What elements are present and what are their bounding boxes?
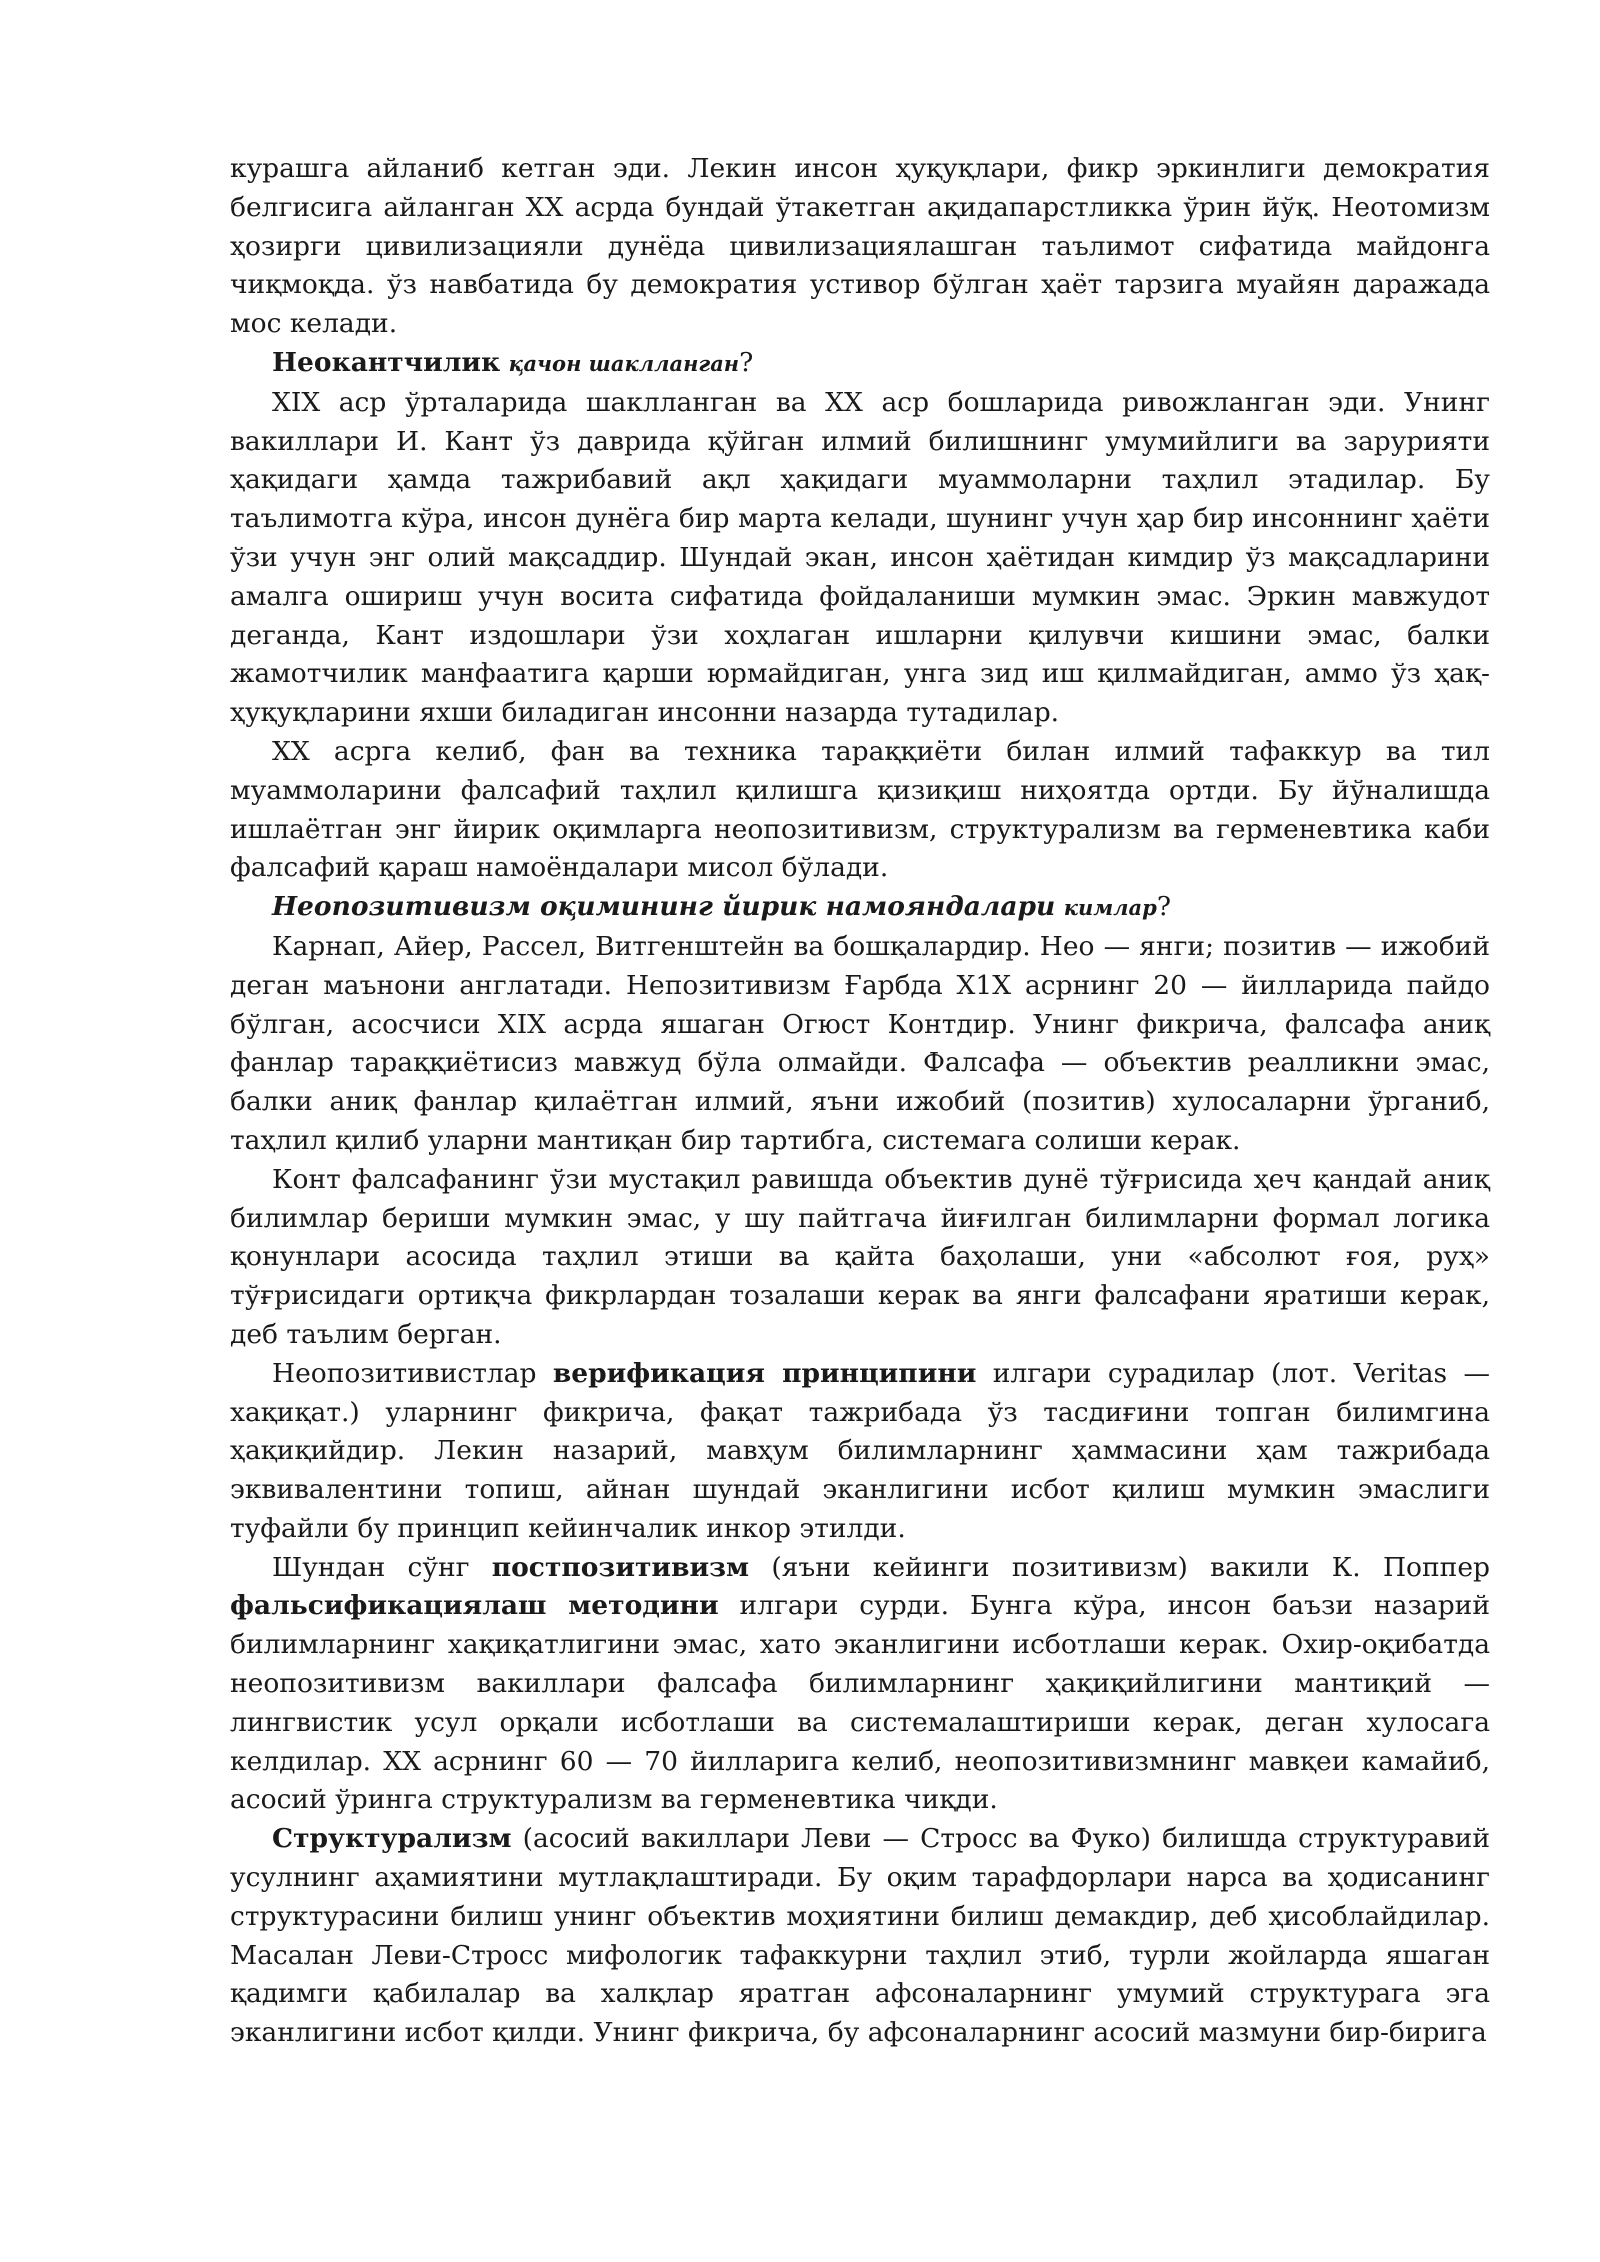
bold-term: фальсификациялаш методини xyxy=(230,1590,719,1622)
question-small-text: кимлар xyxy=(1063,895,1157,921)
paragraph: XIX аср ўрталарида шаклланган ва XX аср бошларида ривожланган эди. Унинг вакиллари И. Кант ўз даврида қўйган илмий билишнинг умумийлиги ва зарурияти ҳақидаги ҳамда тажрибавий ақл ҳақидаги муаммоларни таҳлил этадилар. Бу таълимотга кўра, инсон дунёга бир марта келади, шунинг учун ҳар бир инсоннинг ҳаёти ўзи учун энг олий мақсаддир. Шундай экан, инсон ҳаётидан кимдир ўз мақсадларини амалга ошириш учун восита сифатида фойдаланиши мумкин эмас. Эркин мавжудот деганда, Кант издошлари ўзи хоҳлаган ишларни қилувчи кишини эмас, балки жамотчилик манфаатига қарши юрмайдиган, унга зид иш қилмайдиган, аммо ўз ҳақ-ҳуқуқларини яхши биладиган инсонни назарда тутадилар. xyxy=(230,386,1490,729)
paragraph: курашга айланиб кетган эди. Лекин инсон ҳуқуқлари, фикр эркинлиги демократия белгисига айланган XX асрда бундай ўтакетган ақидапарстликка ўрин йўқ. Неотомизм ҳозирги цивилизацияли дунёда цивилизациялашган таълимот сифатида майдонга чиқмоқда. ўз навбатида бу демократия устивор бўлган ҳаёт тарзига муайян даражада мос келади. xyxy=(230,153,1490,340)
text-run: илгари сурди. Бунга кўра, инсон баъзи назарий билимларнинг хақиқатлигини эмас, хато эканлигини исботлаши керак. Охир-оқибатда неопозитивизм вакиллари фалсафа билимларнинг ҳақиқийлигини мантиқий — лингвистик усул орқали исботлаши ва системалаштириши керак, деган хулосага келдилар. XX асрнинг 60 — 70 йилларига келиб, неопозитивизмнинг мавқеи камайиб, асосий ўринга структурализм ва герменевтика чиқди. xyxy=(230,1590,1491,1816)
bold-term: верификация принципини xyxy=(552,1357,977,1389)
bold-term: Структурализм xyxy=(272,1823,512,1855)
paragraph xyxy=(230,1355,1490,1549)
paragraph xyxy=(230,1549,1490,1821)
text-run: (асосий вакиллари Леви — Стросс ва Фуко) билишда структуравий усулнинг аҳамиятини мутлақлаштиради. Бу оқим тарафдорлари нарса ва ҳодисанинг структурасини билиш унинг объектив моҳиятини билиш демакдир, деб ҳисоблайдилар. Масалан Леви-Стросс мифологик тафаккурни таҳлил этиб, турли жойларда яшаган қадимги қабилалар ва халқлар яратган афсоналарнинг умумий структурага эга эканлигини исбот қилди. Унинг фикрича, бу афсоналарнинг асосий мазмуни бир-бирига xyxy=(230,1823,1490,2049)
question-bold-text: Неокантчилик xyxy=(272,346,501,378)
paragraph: Карнап, Айер, Рассел, Витгенштейн ва бошқалардир. Нео — янги; позитив — ижобий деган маънони англатади. Непозитивизм Ғарбда X1X асрнинг 20 — йилларида пайдо бўлган, асосчиси XIX асрда яшаган Огюст Контдир. Унинг фикрича, фалсафа аниқ фанлар тараққиётисиз мавжуд бўла олмайди. Фалсафа — объектив реалликни эмас, балки аниқ фанлар қилаётган илмий, яъни ижобий (позитив) хулосаларни ўрганиб, таҳлил қилиб уларни мантиқан бир тартибга, системага солиши керак. xyxy=(230,930,1490,1156)
paragraph: Конт фалсафанинг ўзи мустақил равишда объектив дунё тўғрисида ҳеч қандай аниқ билимлар бериши мумкин эмас, у шу пайтгача йиғилган билимларни формал логика қонунлари асосида таҳлил этиши ва қайта баҳолаши, уни «абсолют ғоя, руҳ» тўғрисидаги ортиқча фикрлардан тозалаши керак ва янги фалсафани яратиши керак, деб таълим берган. xyxy=(230,1163,1490,1350)
text-run: илгари сурадилар (лот. Veritas — хақиқат.) уларнинг фикрича, фақат тажрибада ўз тасдиғини топган билимгина ҳақиқийдир. Лекин назарий, мавҳум билимларнинг ҳаммасини ҳам тажрибада эквивалентини топиш, айнан шундай эканлигини исбот қилиш мумкин эмаслиги туфайли бу принцип кейинчалик инкор этилди. xyxy=(230,1357,1490,1544)
paragraph: XX асрга келиб, фан ва техника тараққиёти билан илмий тафаккур ва тил муаммоларини фалсафий таҳлил қилишга қизиқиш ниҳоятда ортди. Бу йўналишда ишлаётган энг йирик оқимларга неопозитивизм, структурализм ва герменевтика каби фалсафий қараш намоёндалари мисол бўлади. xyxy=(230,735,1490,884)
text-run: Неопозитивистлар xyxy=(272,1357,553,1389)
document-page xyxy=(230,150,1490,2053)
question-heading xyxy=(230,344,1490,384)
text-run: (яъни кейинги позитивизм) вакили К. Поппер xyxy=(749,1551,1490,1583)
bold-term: постпозитивизм xyxy=(491,1551,750,1583)
question-bold-text: Неопозитивизм оқимининг йирик намояндалари xyxy=(272,891,1056,923)
question-heading xyxy=(230,888,1490,928)
question-mark: ? xyxy=(739,346,754,378)
question-mark: ? xyxy=(1156,891,1172,923)
question-small-text: қачон шаклланган xyxy=(508,350,740,376)
text-run: Шундан сўнг xyxy=(272,1551,492,1583)
paragraph xyxy=(230,1820,1490,2053)
